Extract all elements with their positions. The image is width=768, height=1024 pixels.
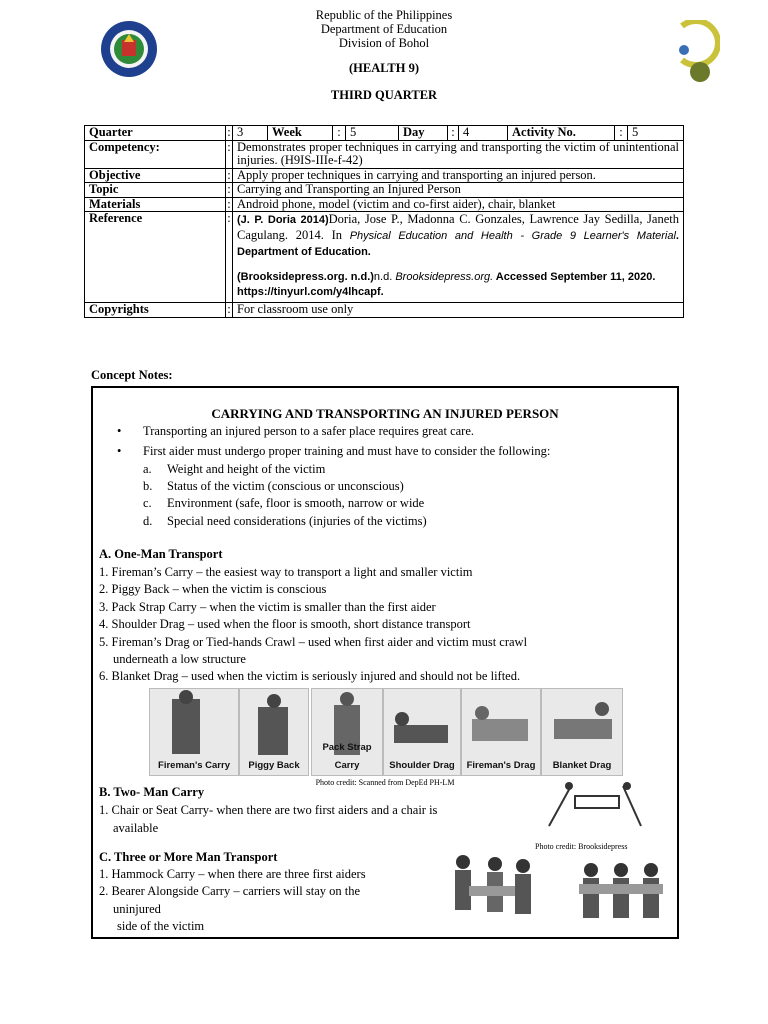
materials-label: Materials xyxy=(85,197,226,212)
photo-credit: Photo credit: Scanned from DepEd PH-LM xyxy=(315,778,455,787)
competency-label: Competency: xyxy=(85,140,226,168)
list-item: 1. Hammock Carry – when there are three first aiders xyxy=(99,867,366,881)
ref1-end: . Department of Education. xyxy=(237,230,679,258)
sub-item-d: Special need considerations (injuries of the victims) xyxy=(167,514,427,528)
ref2-end: Accessed September 11, 2020. https://tinyurl.com/y4lhcapf. xyxy=(237,271,656,298)
notes-title: CARRYING AND TRANSPORTING AN INJURED PERSON xyxy=(211,406,559,421)
list-item: underneath a low structure xyxy=(113,652,246,666)
colon: : xyxy=(333,126,346,140)
week-label: Week xyxy=(268,126,333,140)
quarter-value: 3 xyxy=(233,126,268,140)
activity-value: 5 xyxy=(632,125,639,139)
photo-caption: Piggy Back xyxy=(248,759,300,771)
copyrights-label: Copyrights xyxy=(85,303,226,318)
section-a-heading: A. One-Man Transport xyxy=(99,547,223,561)
copyrights-value: For classroom use only xyxy=(233,303,684,318)
list-item: side of the victim xyxy=(117,919,205,933)
list-item: 5. Fireman’s Drag or Tied-hands Crawl – used when first aider and victim must crawl xyxy=(99,635,528,649)
header-line3: Division of Bohol xyxy=(338,36,430,50)
sub-item-c: Environment (safe, floor is smooth, narrow or wide xyxy=(167,496,425,510)
header-line2: Department of Education xyxy=(320,22,448,36)
blanket-drag-photo xyxy=(541,688,623,776)
reference-label: Reference xyxy=(85,212,226,303)
quarter-week-day-cell xyxy=(233,126,684,141)
reference-value xyxy=(233,212,684,303)
quarter-title: THIRD QUARTER xyxy=(330,88,438,102)
week-value: 5 xyxy=(346,126,399,140)
table-row xyxy=(85,126,684,141)
photo-caption: Shoulder Drag xyxy=(389,759,455,771)
piggy-back-photo xyxy=(239,688,309,776)
ref2-citation: (Brooksidepress.org. n.d.) xyxy=(237,271,374,283)
list-item: available xyxy=(113,821,159,835)
ref2-title: Brooksidepress.org. xyxy=(395,271,494,283)
colon: : xyxy=(615,126,628,140)
subject-title: (HEALTH 9) xyxy=(348,61,420,75)
bullet-dot: • xyxy=(117,424,122,438)
list-item: 3. Pack Strap Carry – when the victim is smaller than the first aider xyxy=(99,600,436,614)
section-c-heading: C. Three or More Man Transport xyxy=(99,850,278,864)
sub-item-b: Status of the victim (conscious or unconscious) xyxy=(167,479,404,493)
firemans-drag-photo xyxy=(461,688,541,776)
colon: : xyxy=(227,302,231,316)
ref2-text: n.d. xyxy=(373,271,396,283)
section-b-heading: B. Two- Man Carry xyxy=(99,785,205,799)
materials-value: Android phone, model (victim and co-first aider), chair, blanket xyxy=(233,197,684,212)
table-row xyxy=(85,212,684,303)
header-line1: Republic of the Philippines xyxy=(315,8,453,22)
shoulder-drag-photo xyxy=(383,688,461,776)
table-row xyxy=(85,303,684,318)
bullet-1: Transporting an injured person to a safer place requires great care. xyxy=(143,424,475,438)
bullet-2: First aider must undergo proper training and must have to consider the following: xyxy=(143,444,551,458)
colon: : xyxy=(226,212,233,303)
table-row xyxy=(85,140,684,168)
colon: : xyxy=(226,140,233,168)
sub-marker-b: b. xyxy=(143,479,153,493)
concept-notes-box xyxy=(91,386,679,939)
list-item: 1. Fireman’s Carry – the easiest way to transport a light and smaller victim xyxy=(99,565,473,579)
list-item: 1. Chair or Seat Carry- when there are two first aiders and a chair is xyxy=(99,803,438,817)
chair-carry-illustration xyxy=(541,780,653,832)
ref1-text: Doria, Jose P., Madonna C. Gonzales, Lawrence Jay Sedilla, Janeth Cagulang. 2014. In xyxy=(237,212,679,242)
sub-marker-c: c. xyxy=(143,496,152,510)
photo-caption: Blanket Drag xyxy=(552,759,612,771)
pack-strap-carry-photo xyxy=(311,688,383,776)
objective-value: Apply proper techniques in carrying and transporting an injured person. xyxy=(233,168,684,183)
colon: : xyxy=(227,182,231,196)
topic-label: Topic xyxy=(85,183,226,198)
list-item: 6. Blanket Drag – used when the victim is seriously injured and should not be lifted. xyxy=(99,669,521,683)
ref1-citation: (J. P. Doria 2014) xyxy=(237,214,329,226)
photo-credit: Photo credit: Brooksidepress xyxy=(535,842,628,851)
day-value: 4 xyxy=(459,126,508,140)
list-item: 2. Bearer Alongside Carry – carriers will stay on the xyxy=(99,884,361,898)
colon: : xyxy=(448,126,459,140)
quarter-label: Quarter xyxy=(85,126,226,141)
photo-caption: Fireman's Drag xyxy=(466,759,536,771)
sub-item-a: Weight and height of the victim xyxy=(167,462,326,476)
colon: : xyxy=(227,167,231,182)
firemans-carry-photo xyxy=(149,688,239,776)
table-row xyxy=(85,197,684,212)
bullet-dot: • xyxy=(117,444,122,458)
sub-marker-a: a. xyxy=(143,462,152,476)
topic-value: Carrying and Transporting an Injured Person xyxy=(233,183,684,198)
hammock-carry-illustration xyxy=(445,852,539,930)
lesson-info-table xyxy=(84,125,684,318)
list-item: 4. Shoulder Drag – used when the floor is smooth, short distance transport xyxy=(99,617,471,631)
competency-value: Demonstrates proper techniques in carrying and transporting the victim of unintentional injuries. (H9IS-IIIe-f-42) xyxy=(233,140,684,168)
objective-label: Objective xyxy=(85,168,226,183)
list-item: uninjured xyxy=(113,902,161,916)
bearer-alongside-carry-illustration xyxy=(573,858,669,928)
sub-marker-d: d. xyxy=(143,514,153,528)
colon: : xyxy=(227,196,231,211)
activity-label: Activity No. xyxy=(508,126,615,140)
ref1-title: Physical Education and Health - Grade 9 Learner's Material xyxy=(349,230,676,242)
table-row xyxy=(85,168,684,183)
photo-caption: Pack Strap Carry xyxy=(322,742,372,771)
concept-notes-label: Concept Notes: xyxy=(91,368,173,382)
colon: : xyxy=(227,125,231,139)
table-row xyxy=(85,183,684,198)
day-label: Day xyxy=(399,126,448,140)
photo-caption: Fireman's Carry xyxy=(158,759,230,771)
list-item: 2. Piggy Back – when the victim is conscious xyxy=(99,582,327,596)
